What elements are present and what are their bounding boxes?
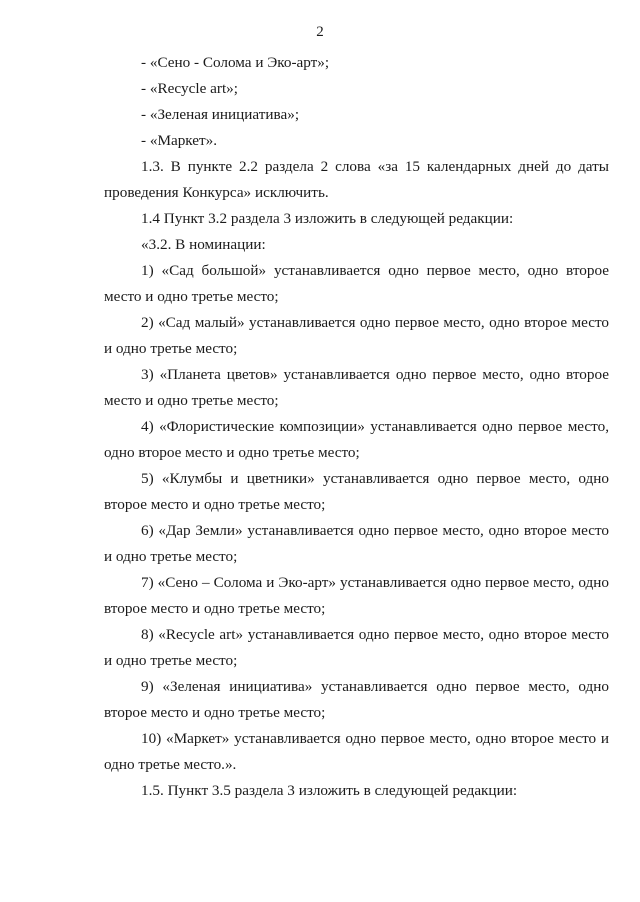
paragraph-nomination-recycle: - «Recycle art»; [141, 80, 238, 97]
paragraph-item-4: 4) «Флористические композиции» устанавливается одно первое место, одно второе место и одно третье место; [104, 418, 609, 461]
paragraph-item-2: 2) «Сад малый» устанавливается одно первое место, одно второе место и одно третье место; [104, 314, 609, 357]
paragraph-item-6: 6) «Дар Земли» устанавливается одно первое место, одно второе место и одно третье место; [104, 522, 609, 565]
paragraph-nomination-green: - «Зеленая инициатива»; [141, 106, 300, 123]
paragraph-1-4: 1.4 Пункт 3.2 раздела 3 изложить в следующей редакции: [141, 210, 514, 227]
page-number: 2 [316, 24, 324, 40]
paragraph-1-3: 1.3. В пункте 2.2 раздела 2 слова «за 15 календарных дней до даты проведения Конкурса» исключить. [104, 158, 609, 201]
paragraph-item-8: 8) «Recycle art» устанавливается одно первое место, одно второе место и одно третье место; [104, 626, 609, 669]
paragraph-item-5: 5) «Клумбы и цветники» устанавливается одно первое место, одно второе место и одно третье место; [104, 470, 609, 513]
paragraph-nomination-hay: - «Сено - Солома и Эко-арт»; [141, 54, 330, 71]
paragraph-item-9: 9) «Зеленая инициатива» устанавливается одно первое место, одно второе место и одно третье место; [104, 678, 609, 721]
paragraph-3-2-heading: «3.2. В номинации: [141, 236, 266, 253]
paragraph-nomination-market: - «Маркет». [141, 132, 218, 149]
paragraph-item-7: 7) «Сено – Солома и Эко-арт» устанавливается одно первое место, одно второе место и одно третье место; [104, 574, 609, 617]
paragraph-item-10: 10) «Маркет» устанавливается одно первое место, одно второе место и одно третье место.». [104, 730, 609, 773]
paragraph-item-3: 3) «Планета цветов» устанавливается одно первое место, одно второе место и одно третье место; [104, 366, 609, 409]
paragraph-1-5: 1.5. Пункт 3.5 раздела 3 изложить в следующей редакции: [141, 782, 518, 799]
paragraph-item-1: 1) «Сад большой» устанавливается одно первое место, одно второе место и одно третье место; [104, 262, 609, 305]
document-body [104, 50, 609, 804]
